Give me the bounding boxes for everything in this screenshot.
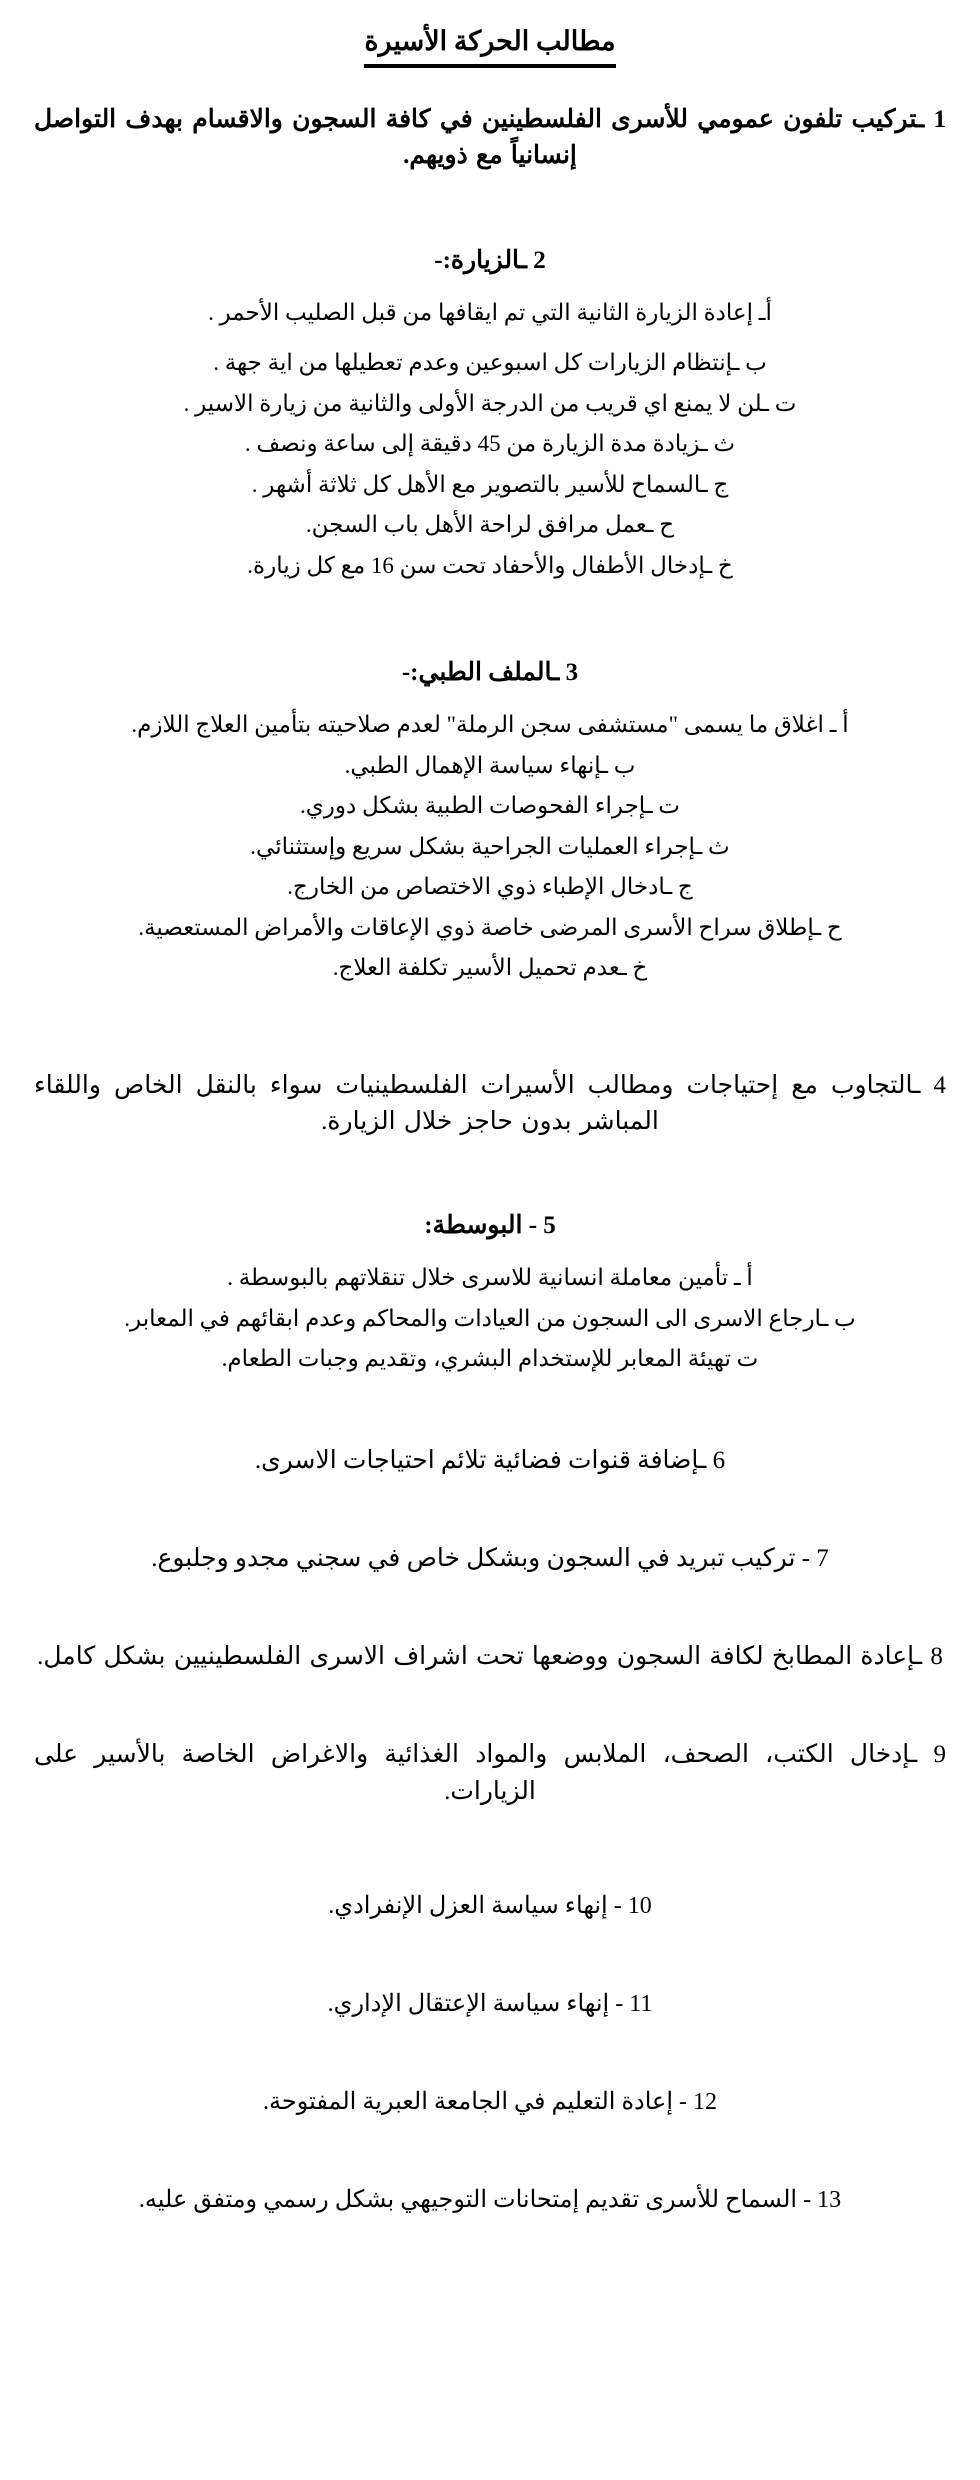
section-3-subitems xyxy=(34,708,946,986)
demand-item-7: 7 - تركيب تبريد في السجون وبشكل خاص في سجني مجدو وجلبوع. xyxy=(151,1544,829,1572)
demand-item-3h: ح ـإطلاق سراح الأسرى المرضى خاصة ذوي الإعاقات والأمراض المستعصية. xyxy=(138,914,842,940)
spacer xyxy=(34,1826,946,1888)
demand-item-2t: ت ـلن لا يمنع اي قريب من الدرجة الأولى والثانية من زيارة الاسير . xyxy=(183,390,797,416)
section-heading-medical-file: 3 ـالملف الطبي:- xyxy=(401,659,579,687)
demand-item-6: 6 ـإضافة قنوات فضائية تلائم احتياجات الاسرى. xyxy=(254,1446,726,1474)
demand-item-2h: ح ـعمل مرافق لراحة الأهل باب السجن. xyxy=(305,512,675,538)
spacer xyxy=(34,191,946,217)
demand-item-8: 8 ـإعادة المطابخ لكافة السجون ووضعها تحت اشراف الاسرى الفلسطينيين بشكل كامل. xyxy=(37,1643,943,1671)
demand-item-3kh: خ ـعدم تحميل الأسير تكلفة العلاج. xyxy=(332,955,648,981)
demand-item-2kh: خ ـإدخال الأطفال والأحفاد تحت سن 16 مع كل زيارة. xyxy=(247,552,733,578)
demand-item-10: 10 - إنهاء سياسة العزل الإنفرادي. xyxy=(328,1892,652,1919)
demand-item-2th: ث ـزيادة مدة الزيارة من 45 دقيقة إلى ساعة ونصف . xyxy=(244,431,736,457)
demand-item-1: 1 ـتركيب تلفون عمومي للأسرى الفلسطينين في كافة السجون والاقسام بهدف التواصل إنسانياً مع ذويهم. xyxy=(34,106,946,170)
section-heading-visits: 2 ـالزيارة:- xyxy=(434,246,546,274)
demand-item-3j: ج ـادخال الإطباء ذوي الاختصاص من الخارج. xyxy=(287,874,693,900)
page-title-text: مطالب الحركة الأسيرة xyxy=(364,26,616,56)
spacer xyxy=(34,1924,946,1986)
demand-item-2a: أـ إعادة الزيارة الثانية التي تم ايقافها من قبل الصليب الأحمر . xyxy=(208,299,772,325)
spacer xyxy=(34,1691,946,1737)
section-heading-busta: 5 - البوسطة: xyxy=(424,1212,556,1240)
demand-item-12: 12 - إعادة التعليم في الجامعة العبرية المفتوحة. xyxy=(262,2088,717,2115)
spacer xyxy=(34,1593,946,1639)
spacer xyxy=(34,336,946,346)
spacer xyxy=(34,1006,946,1068)
demand-item-3b: ب ـإنهاء سياسة الإهمال الطبي. xyxy=(344,752,636,778)
demand-item-9: 9 ـإدخال الكتب، الصحف، الملابس والمواد الغذائية والاغراض الخاصة بالأسير على الزيارات. xyxy=(34,1741,946,1805)
spacer xyxy=(34,603,946,629)
section-5-subitems xyxy=(34,1261,946,1377)
section-2-subitems xyxy=(34,296,946,584)
demand-item-5t: ت تهيئة المعابر للإستخدام البشري، وتقديم وجبات الطعام. xyxy=(221,1346,759,1372)
spacer xyxy=(34,1156,946,1182)
demand-item-2j: ج ـالسماح للأسير بالتصوير مع الأهل كل ثلاثة أشهر . xyxy=(251,471,729,497)
demand-item-4: 4 ـالتجاوب مع إحتياجات ومطالب الأسيرات الفلسطينيات سواء بالنقل الخاص واللقاء المباشر بدون حاجز خلال الزيارة. xyxy=(34,1071,946,1135)
spacer xyxy=(34,1397,946,1443)
page-title xyxy=(34,18,946,68)
demand-item-3a: أ ـ اغلاق ما يسمى "مستشفى سجن الرملة" لعدم صلاحيته بتأمين العلاج اللازم. xyxy=(131,712,849,738)
demand-item-5b: ب ـارجاع الاسرى الى السجون من العيادات والمحاكم وعدم ابقائهم في المعابر. xyxy=(124,1305,856,1331)
demand-item-3t: ت ـإجراء الفحوصات الطبية بشكل دوري. xyxy=(300,793,680,819)
demand-item-11: 11 - إنهاء سياسة الإعتقال الإداري. xyxy=(327,1990,653,2017)
spacer xyxy=(34,1495,946,1541)
demand-item-13: 13 - السماح للأسرى تقديم إمتحانات التوجيهي بشكل رسمي ومتفق عليه. xyxy=(138,2186,842,2213)
spacer xyxy=(34,2120,946,2182)
page-title-underline xyxy=(364,18,615,68)
spacer xyxy=(34,2022,946,2084)
demand-item-3th: ث ـإجراء العمليات الجراحية بشكل سريع وإستثنائي. xyxy=(250,833,730,859)
demand-item-5a: أ ـ تأمين معاملة انسانية للاسرى خلال تنقلاتهم بالبوسطة . xyxy=(227,1265,753,1291)
demand-item-2b: ب ـإنتظام الزيارات كل اسبوعين وعدم تعطيلها من اية جهة . xyxy=(213,350,767,376)
